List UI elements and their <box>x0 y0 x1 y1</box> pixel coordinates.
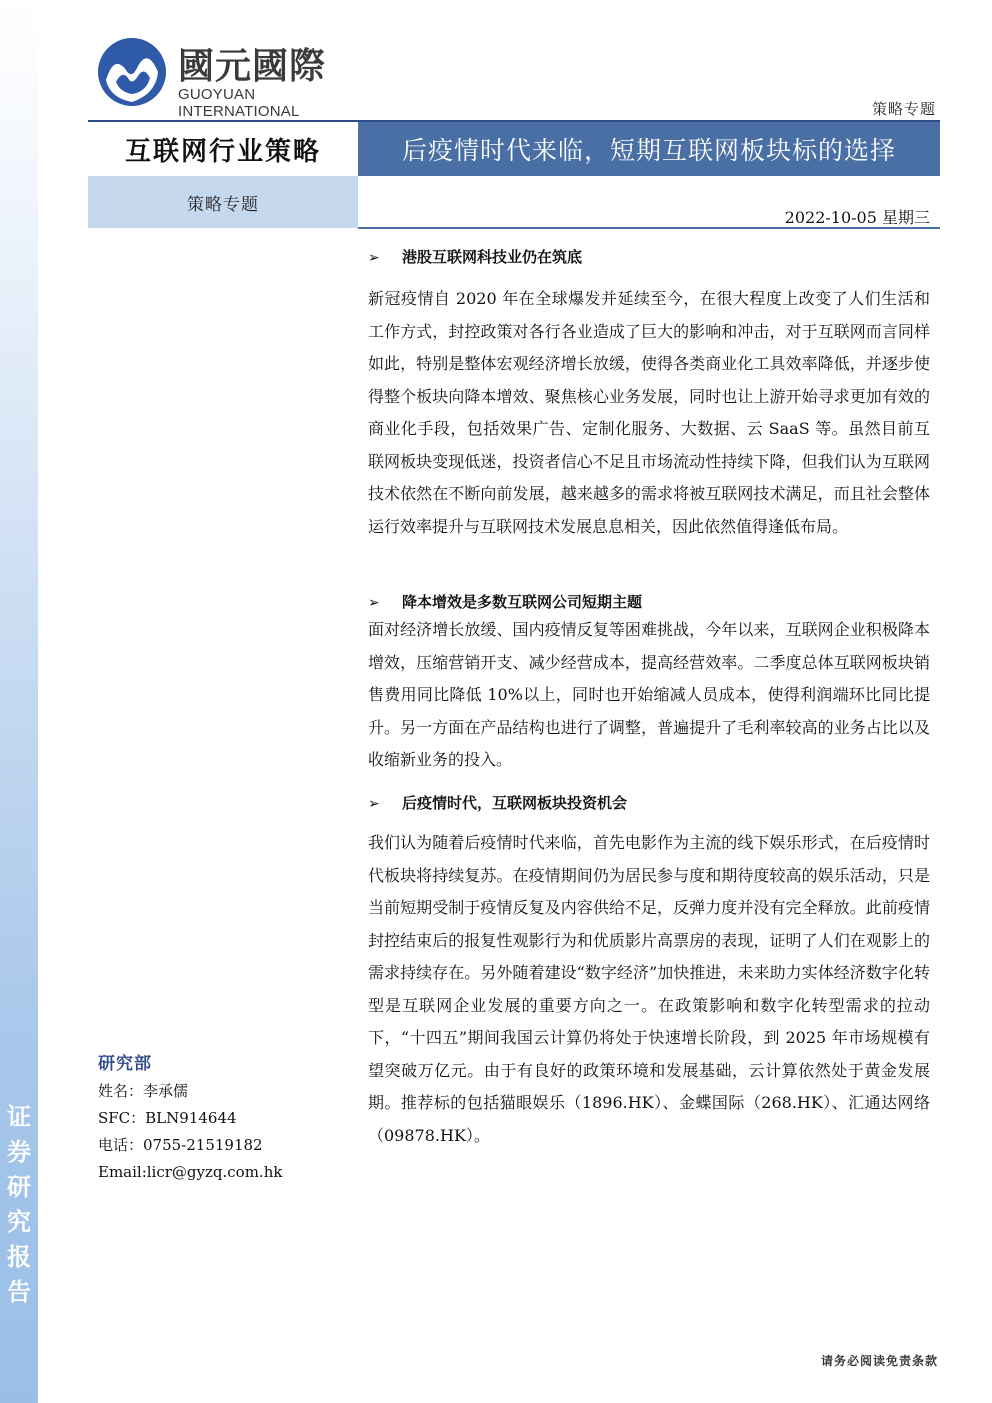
side-vertical-text <box>4 1100 34 1310</box>
side-char: 究 <box>7 1208 31 1236</box>
report-subcategory: 策略专题 <box>88 176 358 228</box>
research-dept: 研究部 <box>98 1054 152 1074</box>
report-category: 互联网行业策略 <box>88 122 358 176</box>
arrow-bullet-icon: ➢ <box>368 250 380 266</box>
date-rule <box>358 227 940 229</box>
top-tag: 策略专题 <box>871 100 936 118</box>
section-heading-text: 港股互联网科技业仍在筑底 <box>402 248 583 266</box>
section-paragraph: 面对经济增长放缓、国内疫情反复等困难挑战，今年以来，互联网企业积极降本增效，压缩营销开支、减少经营成本，提高经营效率。二季度总体互联网板块销售费用同比降低 10%以上，同时也开始缩减人员成本，使得利润端环比同比提升。另一方面在产品结构也进行了调整，普遍提升了毛利率较高的业务占比以及收缩新业务的投入。 <box>368 620 930 769</box>
disclaimer-note: 请务必阅读免责条款 <box>820 1354 938 1368</box>
company-logo <box>96 36 366 120</box>
section-heading <box>368 587 642 617</box>
guoyuan-logo-icon <box>96 36 168 108</box>
section-paragraph: 我们认为随着后疫情时代来临，首先电影作为主流的线下娱乐形式，在后疫情时代板块将持续复苏。在疫情期间仍为居民参与度和期待度较高的娱乐活动，只是当前短期受制于疫情反复及内容供给不足，反弹力度并没有完全释放。此前疫情封控结束后的报复性观影行为和优质影片高票房的表现，证明了人们在观影上的需求持续存在。另外随着建设“数字经济”加快推进，未来助力实体经济数字化转型是互联网企业发展的重要方向之一。在政策影响和数字化转型需求的拉动下，“十四五”期间我国云计算仍将处于快速增长阶段，到 2025 年市场规模有望突破万亿元。由于有良好的政策环境和发展基础，云计算依然处于黄金发展期。推荐标的包括猫眼娱乐（1896.HK）、金蝶国际（268.HK）、汇通达网络（09878.HK）。 <box>368 833 930 1145</box>
section-heading <box>368 788 627 818</box>
section-heading-text: 后疫情时代，互联网板块投资机会 <box>402 794 628 812</box>
arrow-bullet-icon: ➢ <box>368 595 380 611</box>
analyst-name: 姓名：李承儒 <box>98 1082 189 1100</box>
side-char: 券 <box>7 1138 31 1166</box>
side-char: 研 <box>7 1173 31 1201</box>
research-contact <box>98 1050 338 1186</box>
report-title: 后疫情时代来临，短期互联网板块标的选择 <box>358 122 940 176</box>
side-strip <box>0 0 38 1403</box>
arrow-bullet-icon: ➢ <box>368 796 380 812</box>
side-char: 证 <box>7 1103 31 1131</box>
analyst-phone: 电话：0755-21519182 <box>98 1136 263 1154</box>
section-heading-text: 降本增效是多数互联网公司短期主题 <box>402 593 643 611</box>
logo-name-en: GUOYUAN INTERNATIONAL <box>178 86 300 120</box>
side-char: 告 <box>7 1278 31 1306</box>
logo-name-cn: 國元國際 <box>178 46 327 87</box>
side-char: 报 <box>7 1243 31 1271</box>
section-heading <box>368 242 582 272</box>
analyst-sfc: SFC：BLN914644 <box>98 1109 237 1127</box>
analyst-email: Email:licr@gyzq.com.hk <box>98 1163 283 1181</box>
report-date: 2022-10-05 星期三 <box>784 208 930 227</box>
section-paragraph: 新冠疫情自 2020 年在全球爆发并延续至今，在很大程度上改变了人们生活和工作方式，封控政策对各行各业造成了巨大的影响和冲击，对于互联网而言同样如此，特别是整体宏观经济增长放缓，使得各类商业化工具效率降低，并逐步使得整个板块向降本增效、聚焦核心业务发展，同时也让上游开始寻求更加有效的商业化手段，包括效果广告、定制化服务、大数据、云 SaaS 等。虽然目前互联网板块变现低迷，投资者信心不足且市场流动性持续下降，但我们认为互联网技术依然在不断向前发展，越来越多的需求将被互联网技术满足，而且社会整体运行效率提升与互联网技术发展息息相关，因此依然值得逢低布局。 <box>368 289 930 536</box>
